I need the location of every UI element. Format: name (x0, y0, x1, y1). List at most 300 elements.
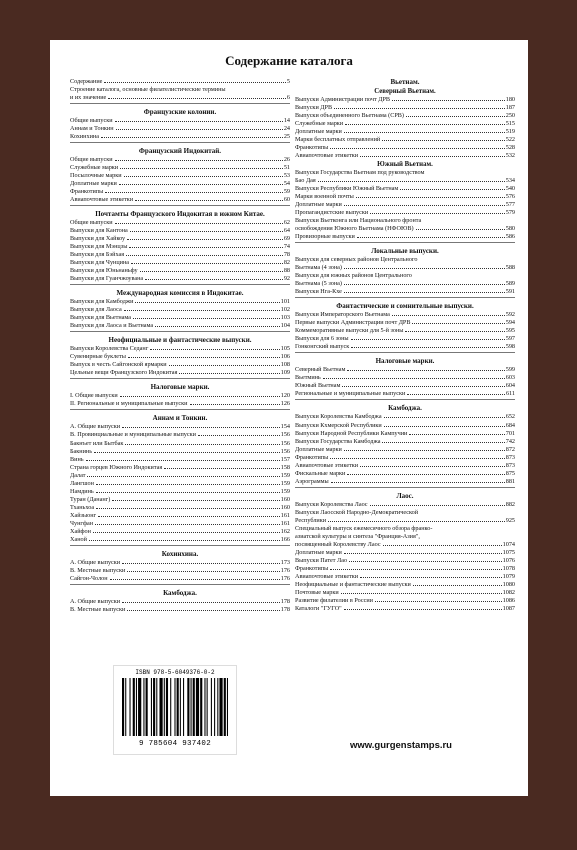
toc-entry-page: 187 (505, 104, 515, 112)
dot-leader (164, 468, 280, 469)
toc-entry-title: Выпуск в честь Сайгонской ярмарки (70, 361, 167, 369)
toc-entry-title: Марки бесплатных отправлений (295, 136, 381, 144)
toc-entry-page: 1076 (502, 556, 515, 564)
dot-leader (416, 229, 505, 230)
toc-entry-title: Выпуски Государства Камбоджа (295, 437, 381, 445)
dot-leader (112, 500, 279, 501)
toc-entry (295, 525, 515, 533)
dot-leader (344, 450, 505, 451)
toc-entry (70, 567, 290, 575)
toc-entry (295, 422, 515, 430)
toc-entry-title: Авиапочтовые этикетки (295, 461, 359, 469)
dot-leader (122, 602, 280, 603)
toc-entry-page: 159 (280, 471, 290, 479)
toc-entry (70, 172, 290, 180)
section-heading: Камбоджа. (388, 404, 422, 413)
toc-entry-page: 1080 (502, 580, 515, 588)
toc-entry-page: 589 (505, 280, 515, 288)
toc-entry-title: Сайгон-Чолон (70, 574, 108, 582)
toc-entry-page: 176 (280, 566, 290, 574)
section-divider (295, 399, 515, 400)
toc-entry-page: 74 (283, 243, 290, 251)
dot-leader (360, 466, 505, 467)
toc-entry-title: посвященный Королевству Лаос (295, 540, 381, 548)
toc-entry-page: 88 (283, 267, 290, 275)
toc-entry-page: 595 (505, 327, 515, 335)
toc-entry-page: 78 (283, 251, 290, 259)
section-heading: Налоговые марки. (375, 357, 435, 366)
toc-entry-page: 6 (286, 94, 290, 102)
toc-entry-page: 875 (505, 469, 515, 477)
toc-entry (295, 311, 515, 319)
toc-entry (295, 517, 515, 525)
toc-entry-title: Выпуски для Юньнаньфу (70, 267, 138, 275)
dot-leader (344, 205, 505, 206)
toc-entry-page: 592 (505, 311, 515, 319)
dot-leader (344, 292, 505, 293)
toc-entry-page: 176 (280, 574, 290, 582)
toc-entry-page: 532 (505, 152, 515, 160)
dot-leader (133, 318, 280, 319)
toc-entry-page: 579 (505, 209, 515, 217)
dot-leader (344, 553, 502, 554)
toc-entry-page: 873 (505, 453, 515, 461)
section-divider (70, 284, 290, 285)
toc-entry-title: Винь (70, 455, 84, 463)
toc-entry (70, 243, 290, 251)
toc-entry-page: 515 (505, 120, 515, 128)
dot-leader (351, 347, 504, 348)
toc-entry-page: 162 (280, 527, 290, 535)
toc-entry-page: 106 (280, 353, 290, 361)
toc-entry-page: 604 (505, 382, 515, 390)
toc-entry (70, 164, 290, 172)
toc-entry (295, 177, 515, 185)
toc-entry-title: Вьетнама (5 зона) (295, 280, 342, 288)
toc-entry-page: 154 (280, 423, 290, 431)
toc-entry (295, 557, 515, 565)
toc-entry-title: Франкотипы (295, 144, 329, 152)
toc-entry-page: 82 (283, 259, 290, 267)
toc-entry-page: 742 (505, 437, 515, 445)
toc-entry (70, 512, 290, 520)
toc-entry (70, 606, 290, 614)
toc-entry (295, 573, 515, 581)
dot-leader (122, 563, 280, 564)
toc-entry-page: 684 (505, 421, 515, 429)
toc-entry (295, 193, 515, 201)
dot-leader (87, 476, 279, 477)
toc-entry-title: Доплатные марки (295, 201, 342, 209)
toc-entry-page: 59 (283, 188, 290, 196)
toc-entry-page: 166 (280, 535, 290, 543)
dot-leader (101, 137, 283, 138)
toc-entry-title: Неофициальные и фантастические выпуски (295, 580, 411, 588)
toc-entry-page: 104 (280, 322, 290, 330)
toc-entry (70, 431, 290, 439)
toc-entry-page: 603 (505, 374, 515, 382)
toc-entry-title: Выпуски Королевства Лаос (295, 500, 368, 508)
toc-entry (70, 306, 290, 314)
dot-leader (124, 176, 283, 177)
toc-entry-page: 160 (280, 495, 290, 503)
toc-entry-title: Вьетнама (4 зона) (295, 264, 342, 272)
toc-entry (70, 472, 290, 480)
dot-leader (409, 434, 504, 435)
toc-entry-title: Выпуски для Лаоса и Вьетнама (70, 322, 154, 330)
toc-entry (295, 478, 515, 486)
dot-leader (342, 386, 504, 387)
section-heading: Камбоджа. (163, 588, 197, 597)
barcode-icon (122, 678, 228, 736)
toc-entry-title: Чунгфан (70, 519, 94, 527)
toc-entry-page: 14 (283, 117, 290, 125)
dot-leader (382, 442, 504, 443)
toc-entry-title: Общие выпуски (70, 219, 113, 227)
toc-entry-title: Выпуски для 6 зоны (295, 335, 349, 343)
dot-leader (140, 271, 283, 272)
toc-entry-page: 1074 (502, 540, 515, 548)
dot-leader (131, 263, 283, 264)
toc-entry-title: Выпуски для Бэйхая (70, 251, 125, 259)
dot-leader (405, 331, 504, 332)
toc-entry (295, 390, 515, 398)
toc-entry-page: 161 (280, 519, 290, 527)
dot-leader (104, 82, 285, 83)
toc-entry-title: Кохинхина (70, 133, 99, 141)
toc-entry (70, 125, 290, 133)
toc-entry (295, 509, 515, 517)
toc-entry (295, 533, 515, 541)
toc-entry-title: Страна горцев Южного Индокитая (70, 463, 163, 471)
dot-leader (135, 302, 279, 303)
toc-entry-title: Доплатные марки (295, 548, 342, 556)
toc-entry-page: 588 (505, 264, 515, 272)
toc-entry-page: 873 (505, 461, 515, 469)
toc-entry (295, 430, 515, 438)
toc-entry-title: Выпуски Лаосской Народно-Демократической (295, 508, 419, 516)
toc-entry-title: Доплатные марки (70, 180, 117, 188)
toc-entry-title: Выпуски Вьетконга или Национального фронта (295, 217, 422, 225)
toc-entry-page: 156 (280, 439, 290, 447)
toc-entry-page: 108 (280, 361, 290, 369)
toc-entry (295, 335, 515, 343)
toc-entry-page: 160 (280, 503, 290, 511)
toc-entry-page: 54 (283, 180, 290, 188)
dot-leader (169, 365, 280, 366)
toc-entry (295, 104, 515, 112)
toc-entry-title: Коммеморативные выпуски для 5-й зоны (295, 327, 404, 335)
toc-entry-title: Выпуски для Чунцина (70, 259, 130, 267)
barcode-digits: 9 785604 937402 (138, 740, 211, 748)
toc-entry (295, 280, 515, 288)
toc-entry-title: Авиапочтовые этикетки (295, 572, 359, 580)
toc-entry-page: 599 (505, 366, 515, 374)
toc-entry (70, 219, 290, 227)
dot-leader (370, 505, 505, 506)
toc-entry-page: 103 (280, 314, 290, 322)
toc-entry-page: 161 (280, 511, 290, 519)
dot-leader (360, 577, 502, 578)
toc-entry-page: 701 (505, 429, 515, 437)
contents-left-column (70, 78, 290, 614)
toc-entry-page: 925 (505, 516, 515, 524)
toc-entry (70, 86, 290, 94)
contents-right-column (295, 78, 515, 613)
dot-leader (108, 98, 286, 99)
section-heading: Международная комиссия в Индокитае. (116, 289, 244, 298)
toc-entry (70, 275, 290, 283)
toc-entry-title: Общие выпуски (70, 156, 113, 164)
toc-entry (70, 361, 290, 369)
toc-entry-title: Выпуски для Кантона (70, 227, 128, 235)
toc-entry-page: 109 (280, 369, 290, 377)
dot-leader (129, 247, 282, 248)
toc-entry (70, 488, 290, 496)
toc-entry-title: Аэрограммы (295, 477, 329, 485)
toc-entry-title: А. Общие выпуски (70, 558, 121, 566)
toc-entry-page: 62 (283, 219, 290, 227)
toc-entry-page: 126 (280, 400, 290, 408)
dot-leader (349, 561, 502, 562)
dot-leader (370, 213, 505, 214)
toc-entry-title: Выпуски для Хайкоу (70, 235, 126, 243)
toc-entry-page: 120 (280, 392, 290, 400)
toc-entry-title: Авиапочтовые этикетки (295, 152, 359, 160)
toc-entry-title: А. Общие выпуски (70, 597, 121, 605)
dot-leader (357, 237, 505, 238)
toc-entry-title: Выпуски объединенного Вьетнама (СРВ) (295, 112, 404, 120)
section-heading: Налоговые марки. (150, 383, 210, 392)
toc-entry-title: Хайзыонг (70, 511, 97, 519)
toc-entry (295, 382, 515, 390)
toc-entry (70, 235, 290, 243)
dot-leader (384, 426, 505, 427)
toc-entry-title: Выпуски ДРВ (295, 104, 333, 112)
toc-entry-page: 597 (505, 335, 515, 343)
dot-leader (124, 310, 280, 311)
toc-entry-page: 250 (505, 112, 515, 120)
dot-leader (351, 339, 505, 340)
toc-entry-title: Общие выпуски (70, 117, 113, 125)
toc-entry-page: 534 (505, 177, 515, 185)
dot-leader (331, 482, 505, 483)
toc-entry (70, 520, 290, 528)
dot-leader (330, 458, 504, 459)
toc-entry (295, 605, 515, 613)
dot-leader (135, 200, 283, 201)
toc-entry (70, 196, 290, 204)
toc-entry-title: Северный Вьетнам (295, 366, 346, 374)
toc-entry (70, 353, 290, 361)
toc-entry-page: 5 (286, 78, 290, 85)
dot-leader (344, 132, 505, 133)
toc-entry-page: 594 (505, 319, 515, 327)
toc-entry (70, 528, 290, 536)
toc-entry-title: Далат (70, 471, 86, 479)
toc-entry-title: Служебные марки (295, 120, 344, 128)
toc-entry-page: 92 (283, 275, 290, 283)
dot-leader (145, 279, 283, 280)
toc-entry-page: 519 (505, 128, 515, 136)
toc-entry (295, 233, 515, 241)
toc-entry (295, 264, 515, 272)
dot-leader (407, 394, 505, 395)
toc-entry-page: 1087 (502, 604, 515, 612)
toc-entry-title: Выпуски для Лаоса (70, 306, 122, 314)
toc-entry-title: II. Региональные и муниципальные выпуски (70, 400, 188, 408)
toc-entry (70, 78, 290, 86)
toc-entry (70, 423, 290, 431)
toc-entry-title: Пропагандистские выпуски (295, 209, 369, 217)
toc-entry-title: Выпуски для южных районов Центрального (295, 272, 412, 280)
section-divider (70, 545, 290, 546)
toc-entry-title: Выпуски для северных районов Центрального (295, 256, 418, 264)
toc-entry-page: 157 (280, 455, 290, 463)
toc-entry (295, 413, 515, 421)
section-heading: Французский Индокитай. (138, 147, 222, 156)
toc-entry (70, 259, 290, 267)
section-divider (70, 331, 290, 332)
website-url[interactable]: www.gurgenstamps.ru (349, 740, 452, 751)
section-divider (70, 584, 290, 585)
toc-entry-title: Гонконгский выпуск (295, 343, 350, 351)
dot-leader (128, 357, 280, 358)
toc-entry-title: Республики (295, 516, 327, 524)
dot-leader (330, 148, 504, 149)
dot-leader (360, 156, 505, 157)
dot-leader (344, 609, 502, 610)
dot-leader (120, 396, 280, 397)
toc-entry-page: 1075 (502, 548, 515, 556)
toc-entry-page: 591 (505, 288, 515, 296)
toc-entry-page: 872 (505, 445, 515, 453)
toc-entry (295, 209, 515, 217)
dot-leader (86, 460, 280, 461)
toc-entry (295, 327, 515, 335)
toc-entry-title: Намдинь (70, 487, 94, 495)
toc-entry (70, 536, 290, 544)
toc-entry (295, 120, 515, 128)
toc-entry (70, 133, 290, 141)
dot-leader (127, 610, 279, 611)
toc-entry-page: 159 (280, 479, 290, 487)
toc-entry-page: 178 (280, 597, 290, 605)
toc-entry (295, 565, 515, 573)
toc-entry-page: 64 (283, 227, 290, 235)
dot-leader (375, 601, 502, 602)
dot-leader (155, 326, 280, 327)
dot-leader (179, 373, 279, 374)
toc-entry (295, 185, 515, 193)
toc-entry-title: Бао Дая (295, 177, 316, 185)
section-divider (70, 409, 290, 410)
dot-leader (334, 108, 505, 109)
section-heading: Лаос. (396, 491, 414, 500)
dot-leader (115, 223, 283, 224)
toc-entry-title: Доплатные марки (295, 128, 342, 136)
toc-entry-title: Выпуски Королевства Камбоджа (295, 413, 382, 421)
toc-entry-title: Строение каталога, основные филателистические термины (70, 86, 226, 94)
toc-entry (295, 128, 515, 136)
toc-entry (70, 369, 290, 377)
dot-leader (98, 516, 280, 517)
toc-entry (70, 400, 290, 408)
toc-entry-title: Выпуски Государства Вьетнам под руководством (295, 169, 425, 177)
dot-leader (93, 532, 280, 533)
toc-entry-title: Выпуски Республики Южный Вьетнам (295, 185, 399, 193)
toc-entry (295, 454, 515, 462)
toc-entry-title: Первые выпуски Администрации почт ДРВ (295, 319, 411, 327)
toc-entry (70, 227, 290, 235)
toc-entry (70, 251, 290, 259)
toc-entry-title: и их значение (70, 94, 107, 102)
toc-entry-page: 102 (280, 306, 290, 314)
toc-entry-title: Выпуски для Вьетнама (70, 314, 132, 322)
dot-leader (116, 129, 283, 130)
toc-entry (295, 343, 515, 351)
toc-entry (295, 589, 515, 597)
toc-entry-title: Южный Вьетнам (295, 382, 341, 390)
dot-leader (356, 197, 505, 198)
toc-entry (295, 446, 515, 454)
toc-entry (295, 597, 515, 605)
section-heading: Аннам и Тонкин. (152, 414, 208, 423)
toc-entry-title: Доплатные марки (295, 445, 342, 453)
section-divider (295, 487, 515, 488)
section-heading: Кохинхина. (161, 549, 199, 558)
toc-entry (70, 504, 290, 512)
toc-entry-title: В. Местные выпуски (70, 566, 126, 574)
toc-entry-page: 611 (505, 390, 515, 398)
toc-entry-title: Региональные и муниципальные выпуски (295, 390, 406, 398)
toc-entry-title: Ханой (70, 535, 87, 543)
toc-entry (70, 559, 290, 567)
toc-entry (295, 470, 515, 478)
toc-entry (70, 298, 290, 306)
isbn-barcode-block (113, 665, 237, 755)
section-divider (70, 142, 290, 143)
section-divider (295, 297, 515, 298)
dot-leader (383, 545, 502, 546)
section-heading: Французские колонии. (143, 108, 217, 117)
toc-entry-page: 53 (283, 172, 290, 180)
dot-leader (94, 452, 280, 453)
dot-leader (344, 284, 505, 285)
toc-entry-title: Франкотипы (70, 188, 104, 196)
toc-entry-title: Выпуски для Камбоджи (70, 298, 134, 306)
toc-entry (70, 598, 290, 606)
toc-entry-page: 577 (505, 201, 515, 209)
toc-entry-page: 881 (505, 477, 515, 485)
toc-entry-page: 1082 (502, 588, 515, 596)
subsection-heading: Южный Вьетнам. (377, 161, 433, 169)
toc-entry (295, 462, 515, 470)
dot-leader (392, 100, 505, 101)
toc-entry-title: Франкотипы (295, 564, 329, 572)
toc-entry-title: Выпуски Императорского Вьетнама (295, 311, 390, 319)
toc-entry (295, 501, 515, 509)
toc-entry (70, 180, 290, 188)
section-heading: Локальные выпуски. (371, 247, 439, 256)
dot-leader (190, 404, 280, 405)
toc-entry (295, 152, 515, 160)
toc-entry (70, 188, 290, 196)
toc-entry (295, 374, 515, 382)
toc-entry-title: Выпуски для Гуанчжоувана (70, 275, 144, 283)
dot-leader (347, 370, 504, 371)
dot-leader (96, 508, 280, 509)
